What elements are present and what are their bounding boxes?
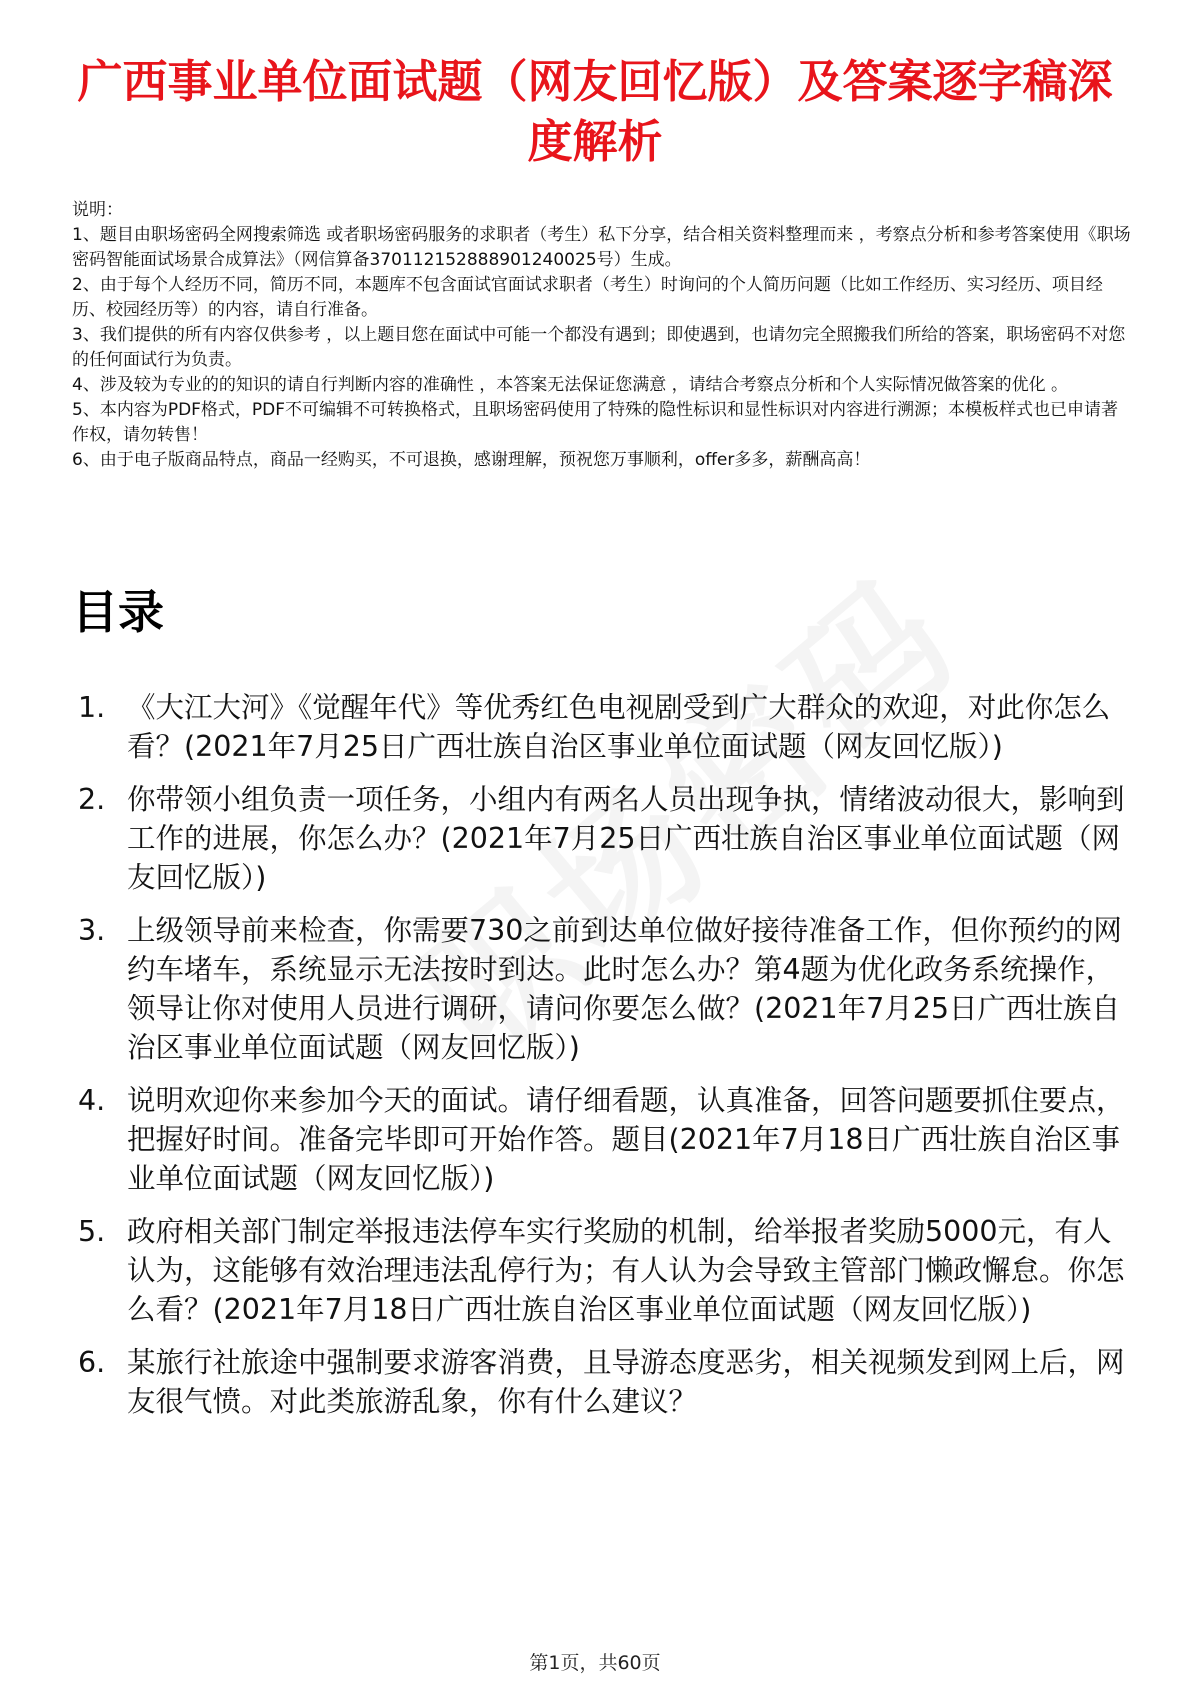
toc-item-number: 6.	[78, 1346, 106, 1379]
toc-item[interactable]	[72, 1343, 1132, 1421]
toc-item-number: 2.	[78, 783, 106, 816]
toc-item[interactable]	[72, 688, 1132, 766]
note-item: 4、涉及较为专业的的知识的请自行判断内容的准确性 ，本答案无法保证您满意 ，请结合考察点分析和个人实际情况做答案的优化 。	[72, 375, 1069, 395]
toc-item-number: 4.	[78, 1084, 106, 1117]
note-item: 2、由于每个人经历不同，简历不同，本题库不包含面试官面试求职者（考生）时询问的个人简历问题（比如工作经历、实习经历、项目经历、校园经历等）的内容，请自行准备。	[72, 275, 1103, 320]
notes-section	[72, 198, 1132, 473]
note-item: 3、我们提供的所有内容仅供参考 ，以上题目您在面试中可能一个都没有遇到；即使遇到，也请勿完全照搬我们所给的答案，职场密码不对您的任何面试行为负责。	[72, 325, 1126, 370]
page-footer: 第1页，共60页	[529, 1652, 661, 1674]
note-item: 6、由于电子版商品特点，商品一经购买，不可退换，感谢理解，预祝您万事顺利，offer多多，薪酬高高！	[72, 450, 871, 470]
toc-item-text: 某旅行社旅途中强制要求游客消费，且导游态度恶劣，相关视频发到网上后，网友很气愤。对此类旅游乱象，你有什么建议？	[127, 1346, 1125, 1418]
toc-item-text: 《大江大河》《觉醒年代》等优秀红色电视剧受到广大群众的欢迎，对此你怎么看？(2021年7月25日广西壮族自治区事业单位面试题（网友回忆版）)	[127, 691, 1111, 763]
note-item: 5、本内容为PDF格式，PDF不可编辑不可转换格式，且职场密码使用了特殊的隐性标识和显性标识对内容进行溯源；本模板样式也已申请著作权，请勿转售！	[72, 400, 1119, 445]
toc-item[interactable]	[72, 1081, 1132, 1198]
toc-item[interactable]	[72, 1212, 1132, 1329]
toc-item-text: 政府相关部门制定举报违法停车实行奖励的机制，给举报者奖励5000元，有人认为，这能够有效治理违法乱停行为；有人认为会导致主管部门懒政懈怠。你怎么看？(2021年7月18日广西壮族自治区事业单位面试题（网友回忆版）)	[127, 1215, 1125, 1326]
toc-item-number: 5.	[78, 1215, 106, 1248]
toc-item-text: 你带领小组负责一项任务，小组内有两名人员出现争执，情绪波动很大，影响到工作的进展，你怎么办？(2021年7月25日广西壮族自治区事业单位面试题（网友回忆版）)	[127, 783, 1125, 894]
toc-item-number: 1.	[78, 691, 106, 724]
note-item: 1、题目由职场密码全网搜索筛选 或者职场密码服务的求职者（考生）私下分享，结合相关资料整理而来 ，考察点分析和参考答案使用《职场密码智能面试场景合成算法》（网信算备370112152888901240025号）生成。	[72, 225, 1131, 270]
document-title: 广西事业单位面试题（网友回忆版）及答案逐字稿深度解析	[77, 55, 1113, 168]
toc-heading: 目录	[72, 585, 164, 639]
toc-item-text: 上级领导前来检查，你需要730之前到达单位做好接待准备工作，但你预约的网约车堵车，系统显示无法按时到达。此时怎么办？第4题为优化政务系统操作，领导让你对使用人员进行调研，请问你要怎么做？(2021年7月25日广西壮族自治区事业单位面试题（网友回忆版）)	[127, 914, 1122, 1064]
toc-item-number: 3.	[78, 914, 106, 947]
toc-item-text: 说明欢迎你来参加今天的面试。请仔细看题，认真准备，回答问题要抓住要点，把握好时间。准备完毕即可开始作答。题目(2021年7月18日广西壮族自治区事业单位面试题（网友回忆版）)	[127, 1084, 1125, 1195]
toc-item[interactable]	[72, 911, 1132, 1067]
notes-heading: 说明：	[72, 200, 123, 220]
toc-list	[72, 688, 1132, 1435]
toc-item[interactable]	[72, 780, 1132, 897]
